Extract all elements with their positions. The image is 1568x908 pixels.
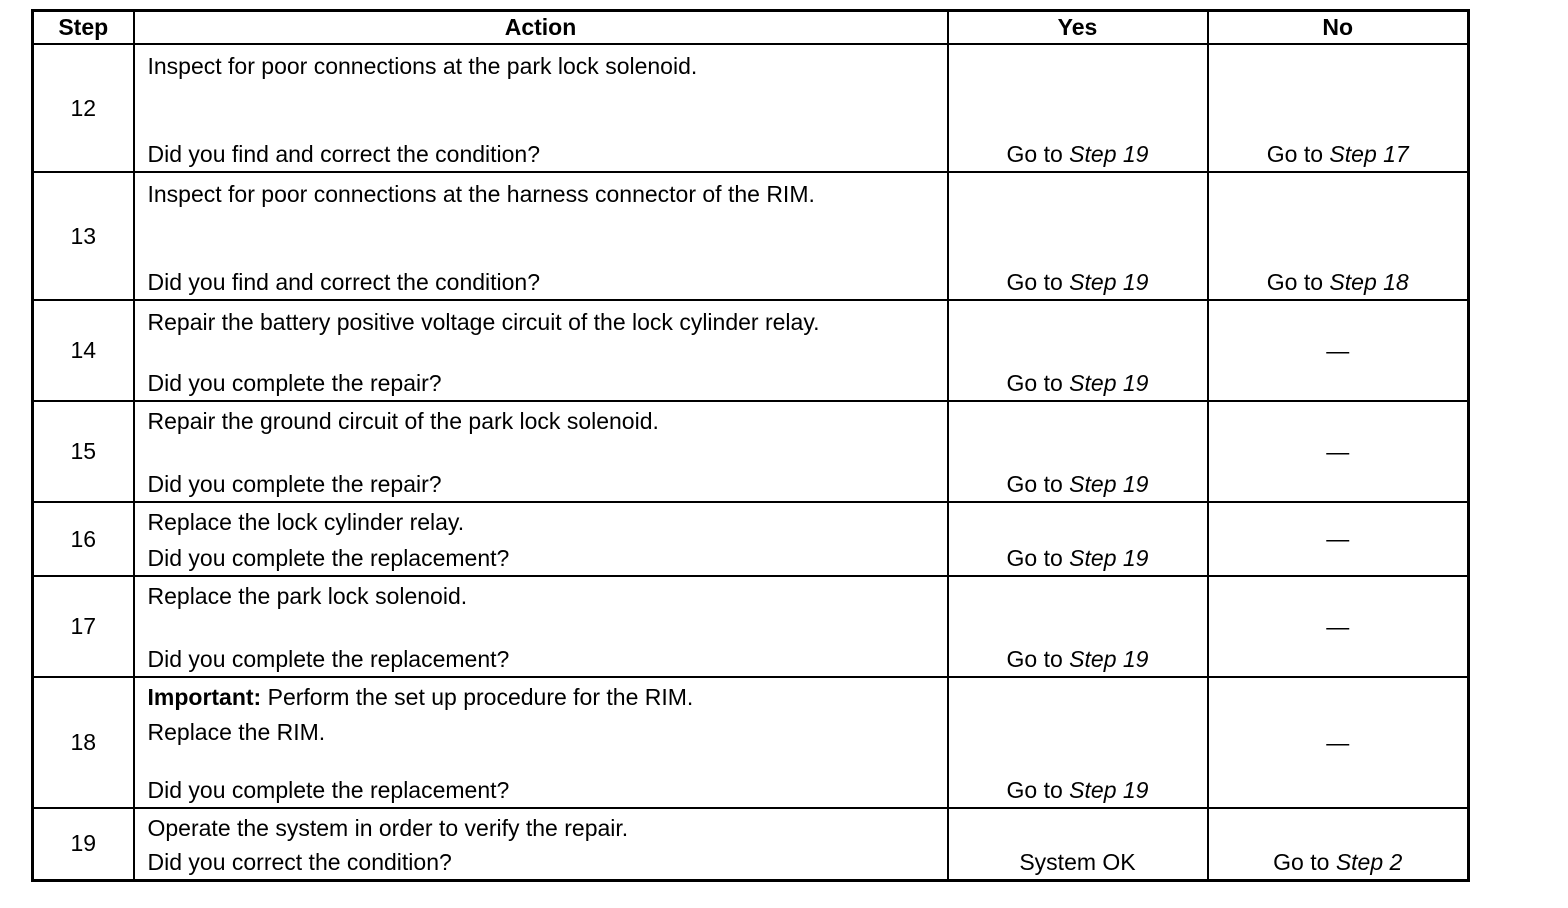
action-cell: [134, 44, 948, 172]
no-cell: [1208, 401, 1469, 502]
yes-prefix: Go to: [1006, 269, 1070, 295]
yes-cell: [948, 401, 1208, 502]
step-number: 18: [33, 677, 134, 808]
no-prefix: Go to: [1273, 848, 1336, 875]
no-result: [1209, 849, 1468, 876]
step-number: 15: [33, 401, 134, 502]
action-text: Operate the system in order to verify the repair.: [147, 815, 629, 841]
yes-step-link[interactable]: Step 19: [1069, 646, 1149, 672]
action-cell: [134, 502, 948, 576]
action-question: Did you correct the condition?: [147, 848, 452, 875]
action-text: Inspect for poor connections at the park lock solenoid.: [147, 53, 698, 79]
yes-cell: [948, 502, 1208, 576]
action-cell: [134, 677, 948, 808]
table-row: [33, 576, 1469, 677]
step-number: 19: [33, 808, 134, 880]
step-number: 13: [33, 172, 134, 300]
diagnostic-table: [31, 9, 1470, 882]
yes-step-link[interactable]: Step 19: [1069, 545, 1149, 571]
important-label: Important:: [147, 684, 262, 710]
table-row: [33, 502, 1469, 576]
step-number: 17: [33, 576, 134, 677]
table-row: [33, 44, 1469, 172]
no-cell: [1208, 300, 1469, 401]
no-prefix: Go to: [1266, 141, 1330, 167]
action-cell: [134, 401, 948, 502]
yes-result: [949, 370, 1207, 397]
no-cell: [1208, 677, 1469, 808]
action-question: Did you complete the repair?: [147, 370, 442, 396]
yes-step-link[interactable]: Step 19: [1069, 471, 1149, 497]
action-cell: [134, 300, 948, 401]
action-text: Replace the RIM.: [147, 719, 326, 745]
action-text: Repair the battery positive voltage circuit of the lock cylinder relay.: [147, 309, 820, 335]
yes-cell: [948, 172, 1208, 300]
action-question: Did you complete the replacement?: [147, 777, 510, 803]
no-cell: [1208, 576, 1469, 677]
header-action: Action: [134, 11, 948, 45]
yes-cell: [948, 44, 1208, 172]
table-row: [33, 401, 1469, 502]
no-result: [1209, 269, 1468, 296]
important-note: [148, 684, 694, 711]
yes-prefix: Go to: [1006, 141, 1070, 167]
yes-result: [949, 141, 1207, 168]
step-number: 12: [33, 44, 134, 172]
yes-result: System OK: [1019, 848, 1136, 875]
yes-result: [949, 269, 1207, 296]
yes-prefix: Go to: [1006, 370, 1070, 396]
no-cell: [1208, 172, 1469, 300]
no-step-link[interactable]: Step 2: [1335, 848, 1403, 875]
yes-step-link[interactable]: Step 19: [1069, 370, 1149, 396]
yes-prefix: Go to: [1006, 545, 1070, 571]
action-question: Did you find and correct the condition?: [147, 141, 541, 167]
yes-cell: [948, 576, 1208, 677]
yes-step-link[interactable]: Step 19: [1069, 141, 1149, 167]
yes-step-link[interactable]: Step 19: [1069, 269, 1149, 295]
no-step-link[interactable]: Step 18: [1329, 269, 1409, 295]
table-row: [33, 172, 1469, 300]
yes-result: [949, 777, 1207, 804]
action-cell: [134, 172, 948, 300]
action-question: Did you complete the replacement?: [147, 646, 510, 672]
header-yes: Yes: [948, 11, 1208, 45]
no-dash: —: [1326, 613, 1350, 639]
header-no: No: [1208, 11, 1469, 45]
action-question: Did you find and correct the condition?: [147, 269, 541, 295]
important-text: Perform the set up procedure for the RIM.: [261, 684, 694, 710]
yes-cell: [948, 677, 1208, 808]
step-number: 14: [33, 300, 134, 401]
yes-prefix: Go to: [1006, 646, 1070, 672]
action-cell: [134, 808, 948, 880]
no-cell: [1208, 808, 1469, 880]
no-cell: [1208, 502, 1469, 576]
table-row: [33, 808, 1469, 880]
no-dash: —: [1326, 729, 1350, 755]
action-question: Did you complete the replacement?: [147, 545, 510, 571]
yes-result: [949, 545, 1207, 572]
yes-prefix: Go to: [1006, 777, 1070, 803]
no-step-link[interactable]: Step 17: [1329, 141, 1409, 167]
header-row: [33, 11, 1469, 45]
no-dash: —: [1326, 337, 1350, 363]
yes-prefix: Go to: [1006, 471, 1070, 497]
no-cell: [1208, 44, 1469, 172]
action-text: Replace the park lock solenoid.: [147, 583, 468, 609]
yes-step-link[interactable]: Step 19: [1069, 777, 1149, 803]
no-dash: —: [1326, 438, 1350, 464]
no-result: [1209, 141, 1468, 168]
no-dash: —: [1326, 525, 1350, 552]
yes-result: [949, 646, 1207, 673]
header-step: Step: [33, 11, 134, 45]
action-text: Replace the lock cylinder relay.: [147, 509, 465, 535]
no-prefix: Go to: [1266, 269, 1330, 295]
step-number: 16: [33, 502, 134, 576]
action-text: Inspect for poor connections at the harness connector of the RIM.: [147, 181, 815, 207]
action-text: Repair the ground circuit of the park lock solenoid.: [147, 408, 659, 434]
table-row: [33, 677, 1469, 808]
yes-result: [949, 471, 1207, 498]
yes-cell: [948, 808, 1208, 880]
action-cell: [134, 576, 948, 677]
action-question: Did you complete the repair?: [147, 471, 442, 497]
table-row: [33, 300, 1469, 401]
yes-cell: [948, 300, 1208, 401]
